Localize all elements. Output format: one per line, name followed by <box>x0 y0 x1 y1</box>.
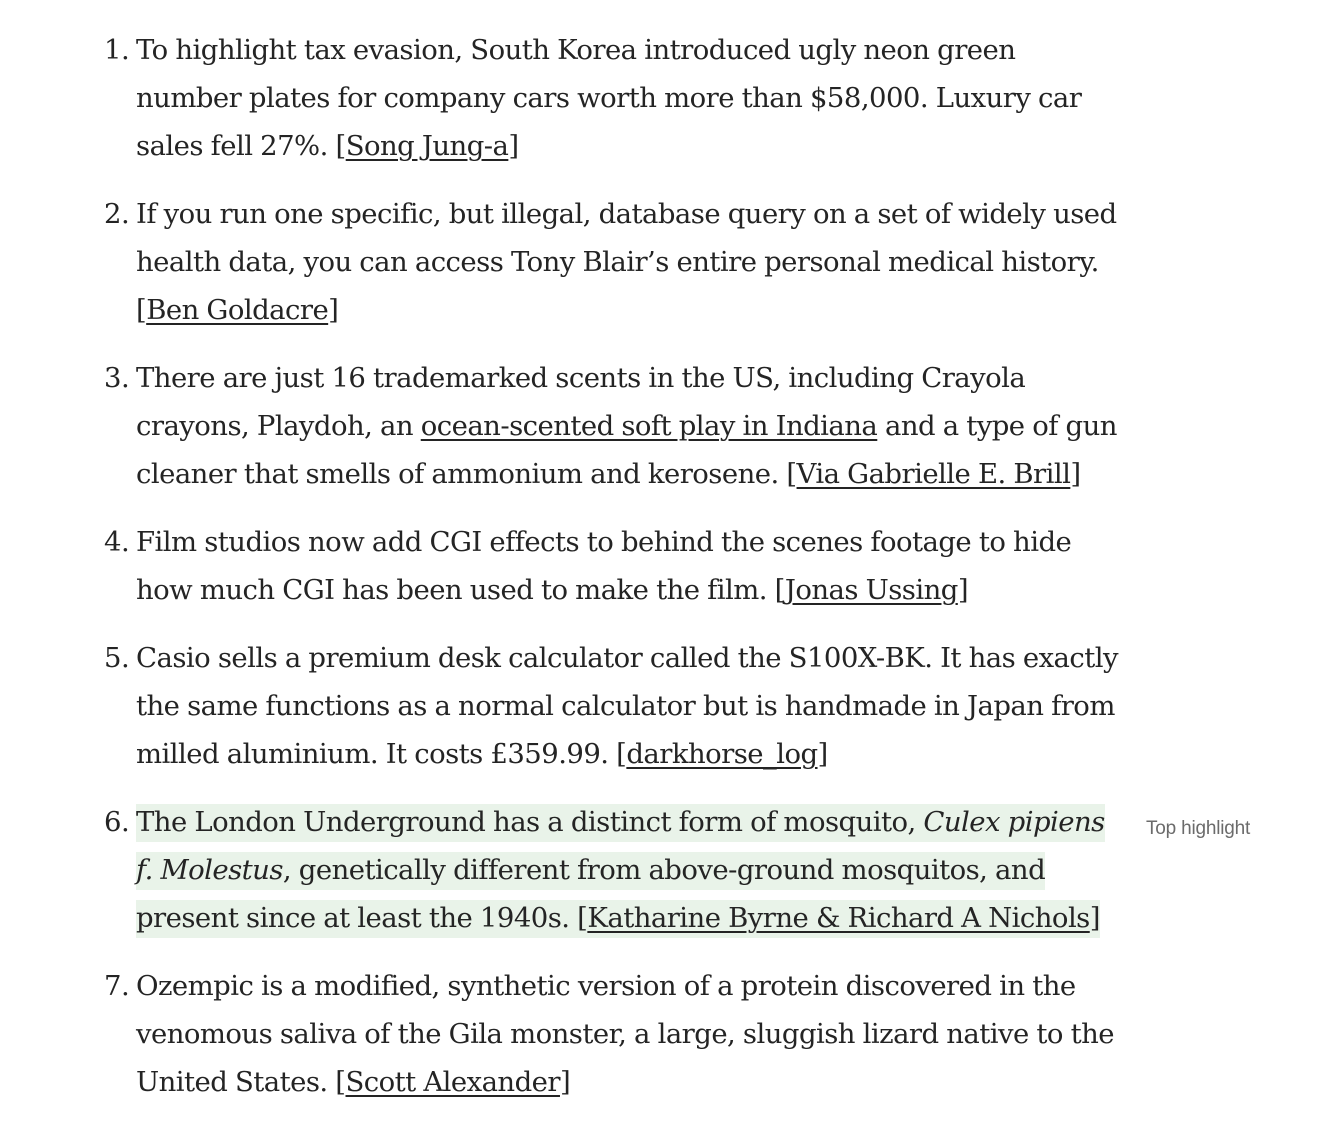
top-highlight-text[interactable] <box>136 804 1105 938</box>
source-link-scott-alexander[interactable]: Scott Alexander <box>345 1066 560 1098</box>
bracket-close: ] <box>559 1066 571 1098</box>
item-text: If you run one specific, but illegal, database query on a set of widely used health data, you can access Tony Blair’s entire personal medical history. [ <box>136 198 1117 326</box>
item-number: 3. <box>104 362 130 394</box>
species-name: Culex pipiens f. Molestus <box>136 806 1105 886</box>
top-highlight-label: Top highlight <box>1146 818 1251 839</box>
facts-list <box>100 26 1120 1106</box>
bracket-close: ] <box>1089 902 1100 934</box>
bracket-close: ] <box>957 574 968 606</box>
item-text: To highlight tax evasion, South Korea introduced ugly neon green number plates for company cars worth more than $58,000. Luxury car sales fell 27%. [ <box>136 34 1082 162</box>
inline-link-ocean-soft-play[interactable]: ocean-scented soft play in Indiana <box>420 410 878 442</box>
item-text: Ozempic is a modified, synthetic version of a protein discovered in the venomous saliva of the Gila monster, a large, sluggish lizard native to the United States. [ <box>136 970 1115 1098</box>
list-item <box>100 354 1120 498</box>
source-link-darkhorse-log[interactable]: darkhorse_log <box>626 738 818 770</box>
source-link-byrne-nichols[interactable]: Katharine Byrne & Richard A Nichols <box>587 902 1090 934</box>
item-number: 2. <box>104 198 130 230</box>
item-number: 7. <box>104 970 130 1002</box>
item-text: The London Underground has a distinct form of mosquito, <box>136 806 924 838</box>
bracket-close: ] <box>817 738 828 770</box>
bracket-close: ] <box>1070 458 1081 490</box>
source-link-ben-goldacre[interactable]: Ben Goldacre <box>146 294 329 326</box>
list-item-highlighted <box>100 798 1120 942</box>
item-text: Film studios now add CGI effects to behind the scenes footage to hide how much CGI has been used to make the film. [ <box>136 526 1072 606</box>
item-number: 5. <box>104 642 130 674</box>
item-text: Casio sells a premium desk calculator called the S100X-BK. It has exactly the same functions as a normal calculator but is handmade in Japan from milled aluminium. It costs £359.99. [ <box>136 642 1118 770</box>
source-link-song-jung-a[interactable]: Song Jung-a <box>345 130 509 162</box>
item-number: 6. <box>104 806 130 838</box>
article-body <box>100 26 1120 1126</box>
item-text-continued: and a type of gun cleaner that smells of ammonium and kerosene. [ <box>136 410 1117 490</box>
source-link-jonas-ussing[interactable]: Jonas Ussing <box>784 574 958 606</box>
item-text: There are just 16 trademarked scents in the US, including Crayola crayons, Playdoh, an <box>136 362 1026 442</box>
list-item <box>100 634 1120 778</box>
item-number: 4. <box>104 526 130 558</box>
item-text-continued: , genetically different from above-ground mosquitos, and present since at least the 1940s. [ <box>136 854 1046 934</box>
list-item <box>100 518 1120 614</box>
bracket-close: ] <box>328 294 339 326</box>
list-item <box>100 190 1120 334</box>
list-item <box>100 26 1120 170</box>
bracket-close: ] <box>508 130 519 162</box>
item-number: 1. <box>104 34 130 66</box>
list-item <box>100 962 1120 1106</box>
source-link-gabrielle-brill[interactable]: Via Gabrielle E. Brill <box>796 458 1071 490</box>
